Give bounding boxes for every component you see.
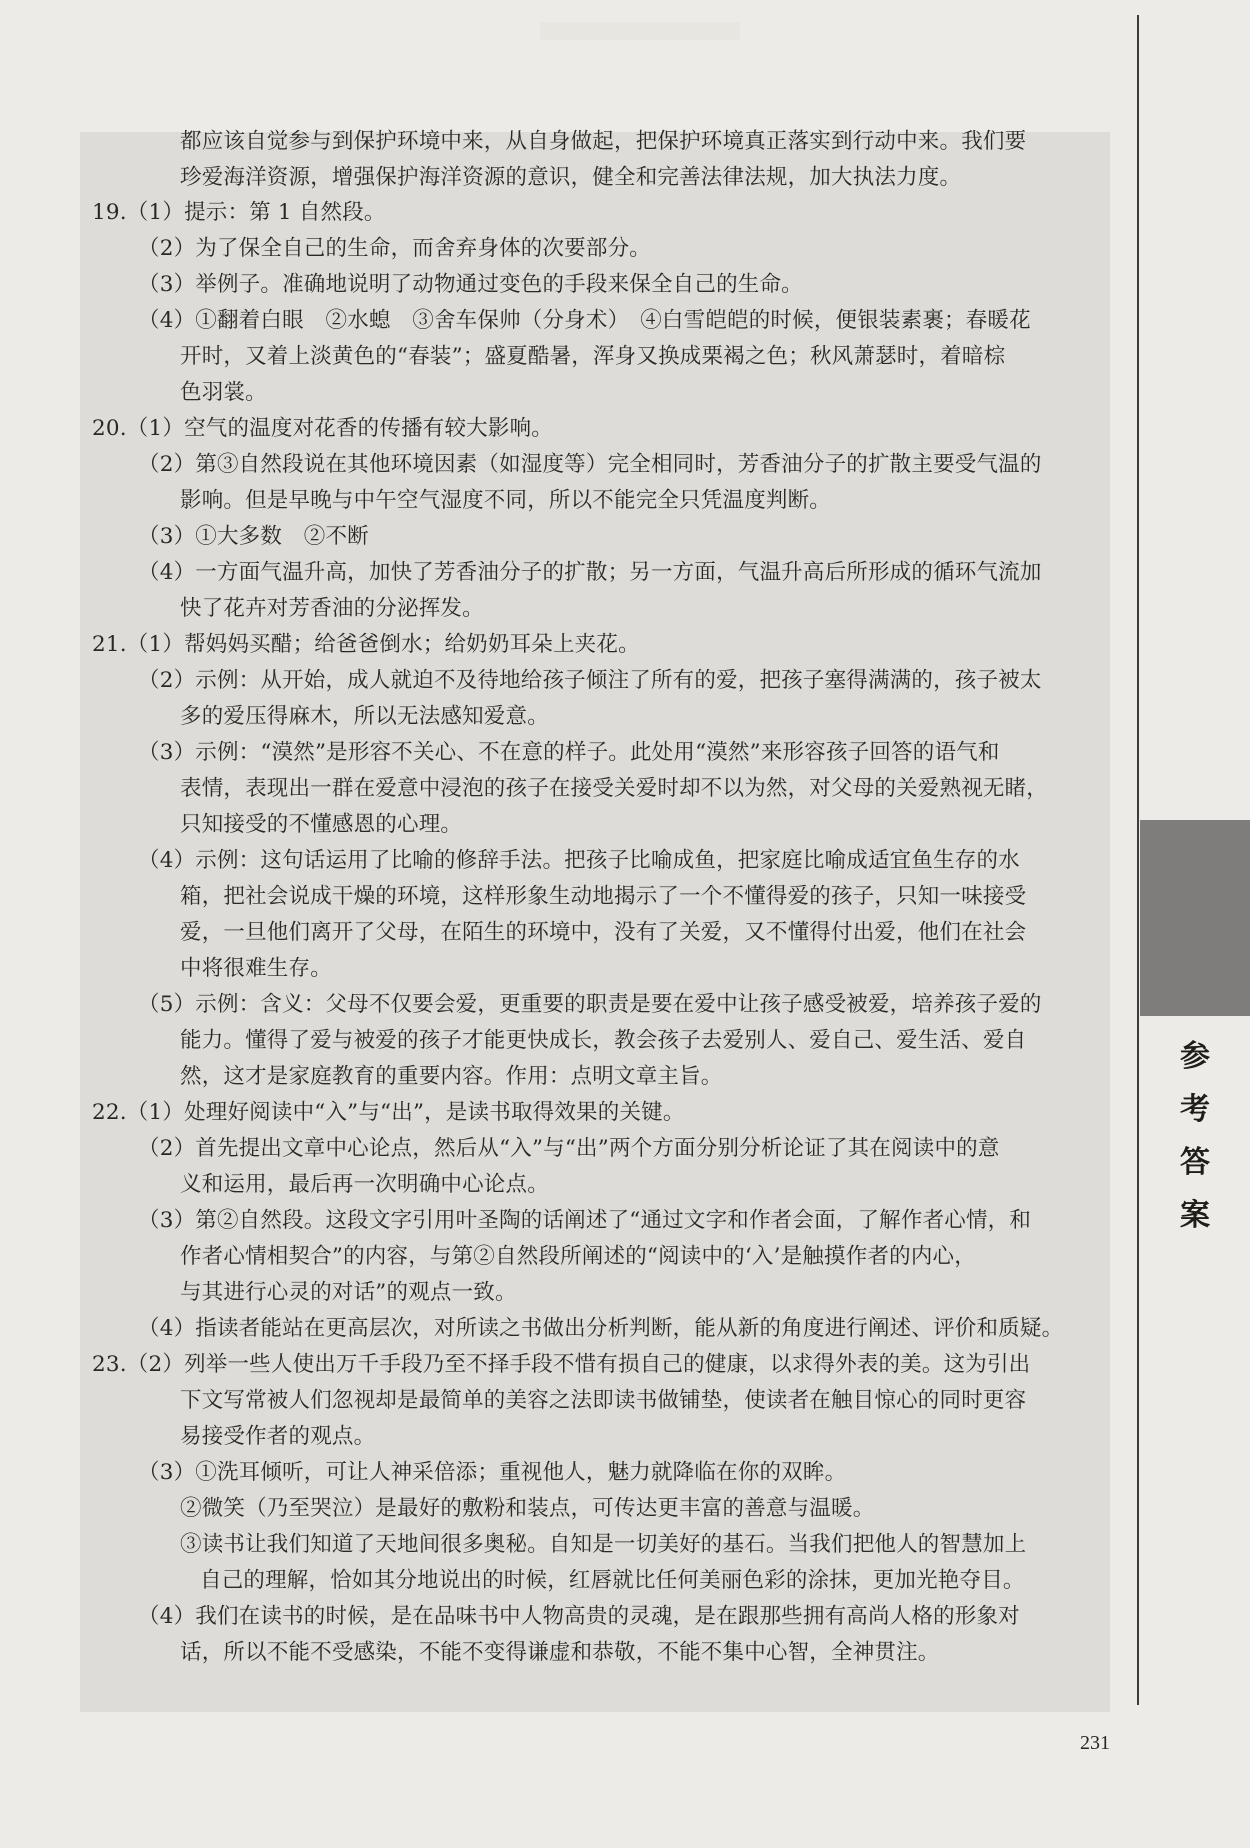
text-line: 19.（1）提示：第 1 自然段。 xyxy=(92,200,386,225)
text-line: 珍爱海洋资源，增强保护海洋资源的意识，健全和完善法律法规，加大执法力度。 xyxy=(180,165,962,190)
text-line: 下文写常被人们忽视却是最简单的美容之法即读书做铺垫，使读者在触目惊心的同时更容 xyxy=(180,1388,1027,1413)
header-smudge xyxy=(540,22,740,40)
text-line: （2）为了保全自己的生命，而舍弃身体的次要部分。 xyxy=(138,236,651,261)
text-line: 快了花卉对芳香油的分泌挥发。 xyxy=(180,596,484,621)
text-line: 易接受作者的观点。 xyxy=(180,1424,376,1449)
text-line: （3）举例子。准确地说明了动物通过变色的手段来保全自己的生命。 xyxy=(138,272,803,297)
text-line: （2）首先提出文章中心论点，然后从“入”与“出”两个方面分别分析论证了其在阅读中的意 xyxy=(138,1136,1000,1161)
text-line: 爱，一旦他们离开了父母，在陌生的环境中，没有了关爱，又不懂得付出爱，他们在社会 xyxy=(180,920,1027,945)
text-line: 作者心情相契合”的内容，与第②自然段所阐述的“阅读中的‘入’是触摸作者的内心， xyxy=(180,1244,976,1269)
text-line: （3）①洗耳倾听，可让人神采倍添；重视他人，魅力就降临在你的双眸。 xyxy=(138,1460,847,1485)
text-line: （2）示例：从开始，成人就迫不及待地给孩子倾注了所有的爱，把孩子塞得满满的，孩子被太 xyxy=(138,668,1042,693)
text-line: （3）示例：“漠然”是形容不关心、不在意的样子。此处用“漠然”来形容孩子回答的语气和 xyxy=(138,740,1000,765)
text-line: 表情，表现出一群在爱意中浸泡的孩子在接受关爱时却不以为然，对父母的关爱熟视无睹， xyxy=(180,776,1049,801)
text-line: 多的爱压得麻木，所以无法感知爱意。 xyxy=(180,704,549,729)
text-line: （2）第③自然段说在其他环境因素（如湿度等）完全相同时，芳香油分子的扩散主要受气温的 xyxy=(138,452,1042,477)
sidebar-rule xyxy=(1137,15,1139,1705)
text-line: 色羽裳。 xyxy=(180,380,267,405)
text-line: 开时，又着上淡黄色的“春装”；盛夏酷暑，浑身又换成栗褐之色；秋风萧瑟时，着暗棕 xyxy=(180,344,1006,369)
sidebar-label xyxy=(1140,1030,1250,1242)
text-line: 话，所以不能不受感染，不能不变得谦虚和恭敬，不能不集中心智，全神贯注。 xyxy=(180,1640,940,1665)
text-line: 箱，把社会说成干燥的环境，这样形象生动地揭示了一个不懂得爱的孩子，只知一味接受 xyxy=(180,884,1027,909)
text-line: 义和运用，最后再一次明确中心论点。 xyxy=(180,1172,549,1197)
text-line: 都应该自觉参与到保护环境中来，从自身做起，把保护环境真正落实到行动中来。我们要 xyxy=(180,129,1027,154)
sidebar-char: 答 xyxy=(1180,1145,1210,1180)
text-line: （4）我们在读书的时候，是在品味书中人物高贵的灵魂，是在跟那些拥有高尚人格的形象对 xyxy=(138,1604,1020,1629)
text-line: （4）一方面气温升高，加快了芳香油分子的扩散；另一方面，气温升高后所形成的循环气流加 xyxy=(138,560,1042,585)
sidebar-char: 案 xyxy=(1180,1198,1210,1233)
text-line: （3）①大多数 ②不断 xyxy=(138,524,369,549)
text-line: 22.（1）处理好阅读中“入”与“出”，是读书取得效果的关键。 xyxy=(92,1100,685,1125)
text-line: （5）示例：含义：父母不仅要会爱，更重要的职责是要在爱中让孩子感受被爱，培养孩子爱的 xyxy=(138,992,1042,1017)
text-line: 然，这才是家庭教育的重要内容。作用：点明文章主旨。 xyxy=(180,1064,723,1089)
text-line: （4）示例：这句话运用了比喻的修辞手法。把孩子比喻成鱼，把家庭比喻成适宜鱼生存的水 xyxy=(138,848,1020,873)
text-line: 中将很难生存。 xyxy=(180,956,332,981)
sidebar-char: 参 xyxy=(1180,1039,1210,1074)
text-line: 自己的理解，恰如其分地说出的时候，红唇就比任何美丽色彩的涂抹，更加光艳夺目。 xyxy=(200,1568,1025,1593)
text-line: （3）第②自然段。这段文字引用叶圣陶的话阐述了“通过文字和作者会面，了解作者心情，和 xyxy=(138,1208,1032,1233)
text-line: （4）①翻着白眼 ②水螅 ③舍车保帅（分身术） ④白雪皑皑的时候，便银装素裹；春暖花 xyxy=(138,308,1031,333)
text-line: ②微笑（乃至哭泣）是最好的敷粉和装点，可传达更丰富的善意与温暖。 xyxy=(180,1496,875,1521)
text-line: 只知接受的不懂感恩的心理。 xyxy=(180,812,463,837)
text-line: 23.（2）列举一些人使出万千手段乃至不择手段不惜有损自己的健康，以求得外表的美。这为引出 xyxy=(92,1352,1031,1377)
page-number: 231 xyxy=(1080,1732,1110,1754)
text-line: 影响。但是早晚与中午空气湿度不同，所以不能完全只凭温度判断。 xyxy=(180,488,832,513)
text-line: 与其进行心灵的对话”的观点一致。 xyxy=(180,1280,517,1305)
text-line: ③读书让我们知道了天地间很多奥秘。自知是一切美好的基石。当我们把他人的智慧加上 xyxy=(180,1532,1027,1557)
sidebar-tab xyxy=(1140,820,1250,1016)
sidebar-char: 考 xyxy=(1180,1092,1210,1127)
text-line: （4）指读者能站在更高层次，对所读之书做出分析判断，能从新的角度进行阐述、评价和质疑。 xyxy=(138,1316,1064,1341)
text-line: 能力。懂得了爱与被爱的孩子才能更快成长，教会孩子去爱别人、爱自己、爱生活、爱自 xyxy=(180,1028,1027,1053)
text-line: 20.（1）空气的温度对花香的传播有较大影响。 xyxy=(92,416,553,441)
text-line: 21.（1）帮妈妈买醋；给爸爸倒水；给奶奶耳朵上夹花。 xyxy=(92,632,640,657)
